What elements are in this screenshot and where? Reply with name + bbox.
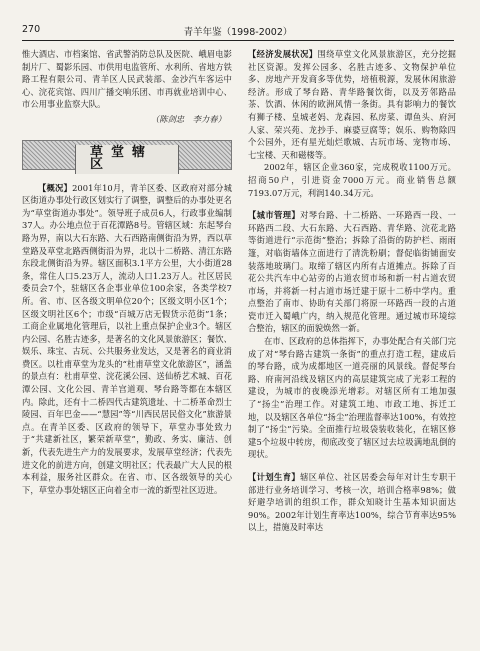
economy-paragraph (248, 48, 456, 161)
city-management-tag: 【城市管理】 (248, 210, 301, 221)
city-management-paragraph-2: 在市、区政府的总体指挥下，办事处配合有关部门完成了对“琴台路古建筑一条街”的重点打造工程，建成后的琴台路，成为成都地区一道亮丽的风景线。督促琴台路、府南河沿线及辖区内的高层建筑完成了光彩工程的建设，为城市的夜晚添光增彩。对辖区所有工地加强了“扬尘”治理工作。对建筑工地、市政工地、拆迁工地，以及辖区各单位“扬尘”治理监督率达100%，有效控制了“扬尘”污染。全面推行垃圾袋装收装化，在辖区修建5个垃圾中转房，彻底改变了辖区过去垃圾满地乱倒的现状。 (248, 336, 456, 460)
overview-tag: 【概况】 (38, 182, 73, 193)
economy-paragraph-2: 2002年，辖区企业360家，完成税收1100万元。招商50户，引进资金7000万元。商业销售总额7193.07万元，利润140.34万元。 (248, 162, 456, 198)
economy-tag: 【经济发展状况】 (248, 49, 318, 59)
right-column (248, 48, 456, 534)
family-planning-text: 辖区单位、社区居委会每年对计生专职干部进行业务培训学习、考核一次，培训合格率98%；做好避孕培训的组织工作，群众知晓计生基本知识面达90%。2002年计划生育率达100%，综合节育率达95%以上，措施及时率达 (248, 472, 456, 533)
intro-paragraph: 惟大酒店、市档案馆、省武警消防总队及医院、峨眉电影制片厂、蜀影乐园、市供用电监管所、水利所、省地方铁路工程有限公司、青羊区人民武装部、金沙汽车客运中心、浣花宾馆、四川广播交响乐团、市再就业培训中心、市公用事业监察大队。 (22, 49, 232, 110)
city-management-text: 对琴台路、十二桥路、一环路西一段、一环路西二段、大石东路、大石西路、青华路、浣花北路等街道进行“示范街”整治；拆除了沿街的防护栏、雨雨篷，对临街墙体立面进行了清洗粉刷；督促临街铺面安装落地玻璃门。取缔了辖区内所有占道摊点。拆除了百花公共汽车中心站旁的占道农贸市场和新一村占道农贸市场，并将新一村占道市场迁建于原十二桥中学内。重点整治了南市、协助有关部门将原一环路西一段的占道瓷市迁入蜀峨广内，纳入规范化管理。通过城市环境综合整治，辖区的面貌焕然一新。 (248, 210, 456, 334)
economy-text: 围绕草堂文化风景旅游区，充分挖掘社区资源。发挥公园多、名胜古迹多、文物保护单位多、房地产开发商多等优势，培植税源，发展休闲旅游经济。形成了琴台路、青华路餐饮街，以及芳邻路品茶、饮酒、休闲的欧洲风情一条街。具有影响力的餐饮有狮子楼、皇城老妈、龙森园、私房菜、谭鱼头、府河人家、荣兴苑、龙抄手、麻婆豆腐等；娱乐、购物除四个公园外，还有星光灿烂歌城、古玩市场、宠物市场、七宝楼、天和磁楼等。 (248, 49, 456, 160)
left-column (22, 48, 232, 496)
city-management-paragraph (248, 209, 456, 335)
author-signature: （陈剑忠 李力春） (150, 113, 226, 124)
running-header (22, 22, 454, 41)
running-title: 青羊年鉴（1998-2002） (183, 27, 293, 38)
overview-paragraph (22, 182, 232, 497)
section-banner (22, 140, 232, 173)
page-number: 270 (22, 24, 41, 35)
section-title: 草堂辖区 (75, 145, 179, 174)
family-planning-paragraph (248, 471, 456, 534)
overview-text: 2001年10月，青羊区委、区政府对部分城区街道办事处行政区划实行了调整，调整后的办事处更名为“草堂街道办事处”。领导班子成员6人，行政事业编制37人。办公地点位于百花潭路8号。管辖区域：东起琴台路为界，南以大石东路、大石西路南侧街沿为界，西以草堂路及草堂北路西侧街沿为界，北以十二桥路、清江东路东段北侧街沿为界。辖区面积3.1平方公里，大小街道28条，常住人口5.23万人，流动人口1.23万人。社区居民委员会7个，驻辖区各企事业单位100余家，各类学校7所。省、市、区各级文明单位20个；区级文明小区1个；区级文明社区6个；市级“百城万店无假货示范街”1条；工商企业属地化管理后，以社上重点保护企业3个。辖区内公园、名胜古迹多，是著名的文化风景旅游区；餐饮、娱乐、珠宝、古玩、公共服务业发达，又是著名的商业消费区。以杜甫草堂为龙头的“杜甫草堂文化旅游区”，涵盖的景点有：杜甫草堂、浣花溪公园、送仙桥艺术城、百花潭公园、文化公园、青羊宫道观、琴台路等都在本辖区内。除此，还有十二桥四代古建筑遗址、十二桥革命烈士陵园、百年巴金——“慧园”等“川西民居民俗文化”旅游景点。在青羊区委、区政府的领导下，草堂办事处致力于“共建新社区，繁荣新草堂”，勤政、务实、廉洁、创新，代表先进生产力的发展要求，发展草堂经济；代表先进文化的前进方向，创建文明社区；代表最广大人民的根本利益，服务社区群众。在省、市、区各级领导的关心下，草堂办事处辖区正向着全市一流的新型社区迈进。 (22, 182, 232, 495)
family-planning-tag: 【计划生育】 (248, 472, 301, 482)
